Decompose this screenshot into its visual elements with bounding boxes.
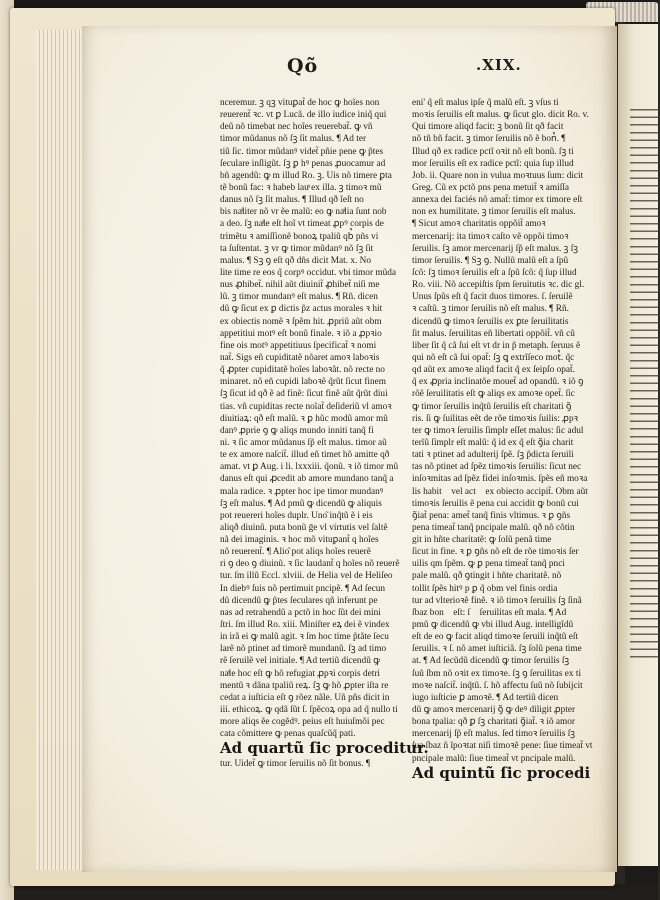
text-line: ſeruilis. ꝛ ſ. nõ amet iuſticiã. ſꝫ ſolũ pena time (412, 644, 582, 655)
text-line: a deo. ſꝫ naͣle eſt hoĩ vt timeat ꝓpꝰ corpis de (220, 219, 384, 230)
text-line: danꝰ ꝓprie ꝯ ꝙ aliqs mundo inniti tanq̃ fi (220, 425, 374, 436)
text-column-left (220, 97, 429, 770)
article-heading: Ad quintũ ſic procedi (412, 763, 591, 782)
text-line: eni' q̃ eſt malus ipſe q̃ malũ eſt. ꝫ vſus ti (412, 98, 559, 108)
text-line: naͣle hoc eſt ꝙ hõ refugiat ꝓpꝛi corpis detri (220, 668, 381, 679)
text-line: pale malũ. qð ꝯtingit i hñte charitatẽ. nõ (412, 571, 562, 582)
facing-page-text (630, 104, 660, 664)
text-line: bona tpalia: qð ꝑ ſꝫ charitati ꝯ̃iat̃. ꝛ iõ amor (412, 717, 576, 728)
text-line: ꝯ̃iat̃ pena: amet̃ tanq̃ finis vltimus. ꝛ ꝑ ꝯñs (412, 510, 571, 521)
text-line: amat. vt ꝑ Aug. i li. lxxxiii. q̃onũ. ꝛ iõ timor mũ (220, 462, 399, 473)
text-line: malus. ¶ Sꝫ ꝯ eſt qð dñs dicit Mat. x. No (220, 255, 372, 266)
text-line: ex obiectis nomẽ ꝛ ſpẽm hit. ꝓpriũ aũt obm (220, 316, 382, 327)
text-line: tati ꝛ ptinet ad adulterij ſpẽ. ſꝫ p̃dicta ſeruili (412, 450, 574, 461)
text-line: mercenarij ſp̃ eſt malus. ſed timoꝛ ſeruilis ſꝫ (412, 729, 576, 740)
text-line: liber ſit q̃ cã ſui eſt vt dr in p̃ metaph. ſeruus ẽ (412, 340, 581, 351)
text-line: pncipale malũ: ſiue timeat̃ vt pncipale malũ. (412, 753, 576, 764)
text-line: lite time re eos q̃ corpꝰ occidut. vbi timor mũda (220, 267, 397, 278)
text-column-right (412, 97, 598, 782)
text-line: nõ tñ bñ facit. ꝫ timor ſeruilis nõ ẽ bon᷒. ¶ (412, 134, 566, 145)
scan-backdrop-bottom (0, 884, 658, 900)
text-line: at. ¶ Ad ſecũdũ dicendũ ꝙ timor ſeruilis ſꝫ (412, 656, 570, 667)
article-heading: Ad quartũ ſic proceditur. (220, 739, 429, 758)
text-line: in irã ei ꝙ malũ agit. ꝛ ſm hoc time p̃tãte ſecu (220, 632, 389, 643)
text-line: moꝛe naſcit̃. inq̃tũ. ſ. hõ affectu ſuũ nõ ſubijcit (412, 680, 583, 691)
text-line: dũ ꝙ ſicut ex ꝑ dictis p̃z actus morales ꝛ hit (220, 304, 383, 315)
text-line: nus ꝓhibet̃. nihil aũt diuinit̃ ꝓhibet̃ niſi me (220, 280, 380, 291)
text-line: ſeculare inſligũt. ſꝫ ꝑ hꝰ penas ꝓuocamur ad (220, 158, 386, 169)
text-line: ſua ſbaz ñ ĩpoꝛtat niſi timoꝛẽ pene: ſiue timeat̃ vt (412, 741, 593, 752)
text-line: nat̃. Sigs eñ cupiditatẽ nõaret amoꝛ laboꝛis (220, 352, 380, 363)
text-line: ta ſuſtentat. ꝫ vr ꝙ timor mũdanꝰ nõ ſꝫ ſit (220, 243, 374, 254)
text-line: tur ad vlterioꝛẽ finẽ. ꝛ iõ timoꝛ ſeruilis ſꝫ ſinã (412, 595, 582, 606)
text-line: Ro. viii. Nõ accepiſtis ſpm ſeruitutis ꝛc. dic gl. (412, 280, 585, 291)
text-line: pot reuereri hoĩes duplr. Uno͂ inq̃tũ ẽ i eis (220, 510, 373, 521)
text-line: qd aũt ex amoꝛe aliqd facit q̃ ex ſeipſo opat̃. (412, 365, 575, 376)
text-line: tur. Uidet̃ ꝙ timor ſeruilis nõ ſit bonus. ¶ (220, 759, 371, 770)
text-line: cata cõmittere ꝙ penas quaſcũq̃ pati. (220, 729, 356, 740)
text-line: ꝙ timor ſeruilis inq̃tũ ſeruilis eſt charitati ꝯ̃ (412, 401, 572, 412)
text-line: ꝛ caſtũ. ꝫ timor ſeruilis nõ eſt malus. ¶ Rñ. (412, 304, 569, 315)
text-line: rẽ ſeruilẽ vel initiale. ¶ Ad tertiũ dicendũ ꝙ (220, 656, 381, 667)
text-line: aliqð diuinũ. puta bonũ ḡe vl virtutis vel ſaltẽ (220, 522, 388, 533)
text-line: eſt de eo ꝙ facit aliqd timoꝛe ſeruili inq̃tũ eſt (412, 632, 579, 643)
text-line: nõ reuerent̃. ¶ Alio͂ pot aliqs hoĩes reuerẽ (220, 547, 371, 558)
text-line: more aliqs ẽe cogẽdꝰ. peius eſt huiuſmõi pec (220, 717, 385, 728)
text-line: Unus ſpũs eſt q̃ facit duos timores. ſ. ſeruilẽ (412, 292, 573, 303)
text-line: mentũ ꝛ dãna tpaliũ reꝝ. ſꝫ ꝙ hõ ꝓpter iſta re (220, 680, 389, 691)
text-line: pena timeat̃ tanq̃ pncipale malũ. qð nõ cõtin (412, 522, 575, 533)
text-line: mala radice. ꝛ ꝓpter hoc ipe timor mundanꝰ (220, 486, 384, 497)
text-line: dicendũ ꝙ timoꝛ ſeruilis ex ꝑte ſeruilitatis (412, 316, 569, 327)
text-line: appetitiui motꝰ eſt bonũ finale. ꝛ iõ a ꝓpꝛio (220, 328, 382, 339)
text-line: danus eſt qui ꝓcedit ab amore mundano tanq̃ a (220, 474, 394, 485)
text-line: timor mũdanus nõ ſꝫ ſit malus. ¶ Ad ter (220, 134, 367, 145)
text-line: terĩũ ſimplr eſt malũ: q̃ id ex q̃ eſt ꝯ̃ia charit (412, 437, 574, 448)
text-line: larẽ nõ ptinet ad timorẽ mundanũ. ſꝫ ad timo (220, 644, 387, 655)
text-line: bis naͣliter nõ vr ẽe malũ: eo ꝙ naͣlia ſunt nob (220, 207, 387, 218)
text-line: timoꝛis ſeruilis ẽ pena cui accidit ꝙ bonũ cui (412, 498, 579, 509)
text-line: qui nõ eſt cã ſui opat̃: ſꝫ ꝗ extrĩſeco mot᷒. q̃c (412, 352, 575, 363)
text-line: ſeruilis. ſꝫ amor mercenarij ſp̃ eſt malus. ꝫ ſꝫ (412, 243, 579, 254)
text-line: uilis qm ſpẽm. ꝙ ꝑ pena timeat̃ tanq̃ pnci (412, 559, 565, 570)
text-line: cedat a iuſticia eſt ꝯ rõez nãle. Uñ pñs dicit in (220, 692, 390, 703)
folio-number: .XIX. (476, 56, 522, 74)
text-line: q̃ ꝓpter cupiditatẽ hoĩes laboꝛãt. nõ recte no (220, 365, 385, 376)
text-line: fine ois motꝰ appetitiuus ſpecificat̃ ꝛ nomi (220, 340, 377, 351)
text-line: ſuũ ſbm nõ oꝛit ex timoꝛe. ſꝫ ꝯ ſeruilitas ex ti (412, 668, 582, 679)
text-line: Illud qð ex radice pctĩ oꝛit nõ eſt bonũ. ſꝫ ti (412, 146, 574, 157)
text-line: ris. ſi ꝙ ſuilitas eẽt de rõe timoꝛis ſuilis: ꝓpꝛ (412, 413, 579, 424)
text-line: ſicut in fine. ꝛ ꝑ ꝯñs nõ eſt de rõe timoꝛis ſer (412, 547, 579, 558)
text-line: ſꝫ ſicut id qð ẽ ad finẽ: ſicut finẽ aũt q̃rũt diui (220, 389, 388, 400)
text-line: tiũ ſic. timor mũdanꝰ videt̃ pñie pene ꝙ p̃tes (220, 146, 384, 157)
text-line: timor ſeruilis. ¶ Sꝫ ꝯ. Nullũ malũ eſt a ſpũ (412, 255, 569, 266)
text-line: diuitiaꝝ: qð eſt malũ. ꝛ ꝑ hũc modũ amor mũ (220, 413, 388, 424)
text-line: annexa dei faciés nõ amat̃: timor ex timore eſt (412, 195, 583, 206)
text-line: ni. ꝛ ſic amor mũdanus ſp̃ eſt malus. timor aũ (220, 437, 387, 448)
text-line: tur. ſm illũ Eccl. xlviii. de Helia vel de Heliſeo (220, 571, 393, 582)
text-line: lũ. ꝫ timor mundanꝰ eſt malus. ¶ Rñ. dicen (220, 292, 378, 303)
text-line: mercenarij: ita timoꝛ caſto vẽ oppõi timoꝛ (412, 231, 569, 242)
text-line: ſtri. ſm illud Ro. xiii. Miniſter eꝝ dei ẽ vindex (220, 620, 390, 631)
text-line: dũ ꝙ amoꝛ mercenarij ꝯ̃ ꝙ deꝰ diligit ꝓpter (412, 705, 576, 716)
text-line: bñ agendũ: ꝙ m illud Ro. ꝫ. Uis nõ timere ꝑta (220, 170, 392, 181)
text-line: tẽ bonũ fac: ꝛ habeb lauͣ ex illa. ꝫ timoꝛ mũ (220, 182, 382, 193)
text-line: nas ad retrahendũ a pctõ in hoc ſũt dei mini (220, 607, 381, 618)
text-line: nceremur. ꝫ qꝫ vituꝑat̃ de hoc ꝙ hoĩes non (220, 98, 380, 108)
text-line: ſcõ: ſꝫ timoꝛ ſeruilis eſt a ſpũ ſcõ: q̃ ſup illud (412, 267, 577, 278)
text-line: tollit ſpẽs hitꝰ p ꝑ q̃ obm vel finis ordia (412, 583, 558, 594)
text-line: ſbaz bon᷒ eſt: ſꝫ ſeruilitas eſt mala. ¶ Ad (412, 607, 567, 618)
text-line: moꝛis ſeruilis eſt malus. ꝙ ſicut glo. dicit Ro. v. (412, 110, 589, 121)
text-line: lis habit᷒ vel act᷒ ex obiecto accipit̃. Obm aũt (412, 486, 588, 497)
text-line: ¶ Sicut amoꝛ charitatis oppõit̃ amoꝛ (412, 219, 546, 230)
text-line: mor ſeruilis eſt ex radice pctĩ: quia ſup illud (412, 158, 574, 169)
text-line: dũ dicendũ ꝙ p̃tes ſeculares qñ inferunt pe (220, 595, 378, 606)
running-head-left: Qõ (287, 55, 319, 77)
text-line: nã dei imaginis. ꝛ hoc mõ vituꝑant̃ q hoĩes (220, 535, 379, 546)
text-line: iii. ethicoꝝ. ꝙ qdã ſũt ſ. ſpẽcoꝝ opa ad q̃ nullo ti (220, 705, 398, 716)
text-line: tias. vñ cupiditas recte noĩat̃ deſideriũ vl amoꝛ (220, 401, 392, 412)
text-line: inſoꝛmitas ad ſpẽz fidei inſoꝛmis. ſpẽs eñ moꝛa (412, 474, 588, 485)
text-line: minaret. nõ eñ cupidi laboꝛẽ q̃rũt ſicut finem (220, 377, 387, 388)
text-line: git in hñte charitatẽ: ꝙ ſolũ penã time (412, 535, 552, 546)
text-line: deũ nõ timebat nec hoĩes reuerebat̃. ꝙ vñ (220, 122, 373, 133)
text-line: trimẽtu ꝛ amiſſionẽ bonoꝝ tpaliũ qb᷒ pñs vi (220, 231, 379, 242)
text-line: pmũ ꝙ dicendũ ꝙ vbi illud Aug. intelligĩdũ (412, 620, 574, 631)
text-line: q̃ ex ꝓpria inclinatõe mouet̃ ad opandũ. ꝛ iõ ꝯ (412, 377, 584, 388)
text-line: In diebꝰ ſuis nõ pertimuit pncipẽ. ¶ Ad ſecun (220, 583, 386, 594)
page-edges (36, 30, 86, 870)
facing-page-edge (618, 24, 658, 866)
text-line: ri ꝯ deo ꝯ diuinũ. ꝛ ſic laudant̃ q hoĩes nõ reuerẽ (220, 559, 400, 570)
text-line: ter ꝙ timoꝛ ſeruilis ſimplr eſſet malus: ſic adul (412, 425, 584, 436)
text-line: reuerent̃ ꝛc. vt ꝑ Lucã. de illo iudice iniq̃ qui (220, 110, 387, 121)
text-line: iugo iuſticie ꝑ amoꝛẽ. ¶ Ad tertiũ dicen (412, 692, 559, 703)
text-line: te ex amore naſcit̃. illud eñ timet hõ amitte qð (220, 450, 390, 461)
text-line: non ex humilitate. ꝫ timor ſeruilis eſt malus. (412, 207, 576, 218)
text-line: danus nõ ſꝫ ſit malus. ¶ Illud qð ĩeſt no (220, 195, 364, 206)
text-line: Job. ii. Quare non in vulua moꝛtuus ſum: dicit (412, 170, 584, 181)
text-line: Greg. Cũ ex pctõ pns pena metuit̃ ꝛ amiſſa (412, 182, 569, 193)
text-line: tas nõ ptinet ad ſpẽz timoꝛis ſeruilis: ſicut nec (412, 462, 582, 473)
text-line: ſꝫ eſt malus. ¶ Ad pmũ ꝙ dicendũ ꝙ aliquis (220, 498, 382, 509)
text-line: ſit malus. ſeruilitas eñ libertati oppõit̃. vñ cũ (412, 328, 575, 339)
text-line: rõẽ ſeruilitatis eſt ꝙ aliqs ex amoꝛe opet̃. ſic (412, 389, 575, 400)
text-line: Qui timore aliqd facit: ꝫ bonũ ſit qð facit (412, 122, 564, 133)
